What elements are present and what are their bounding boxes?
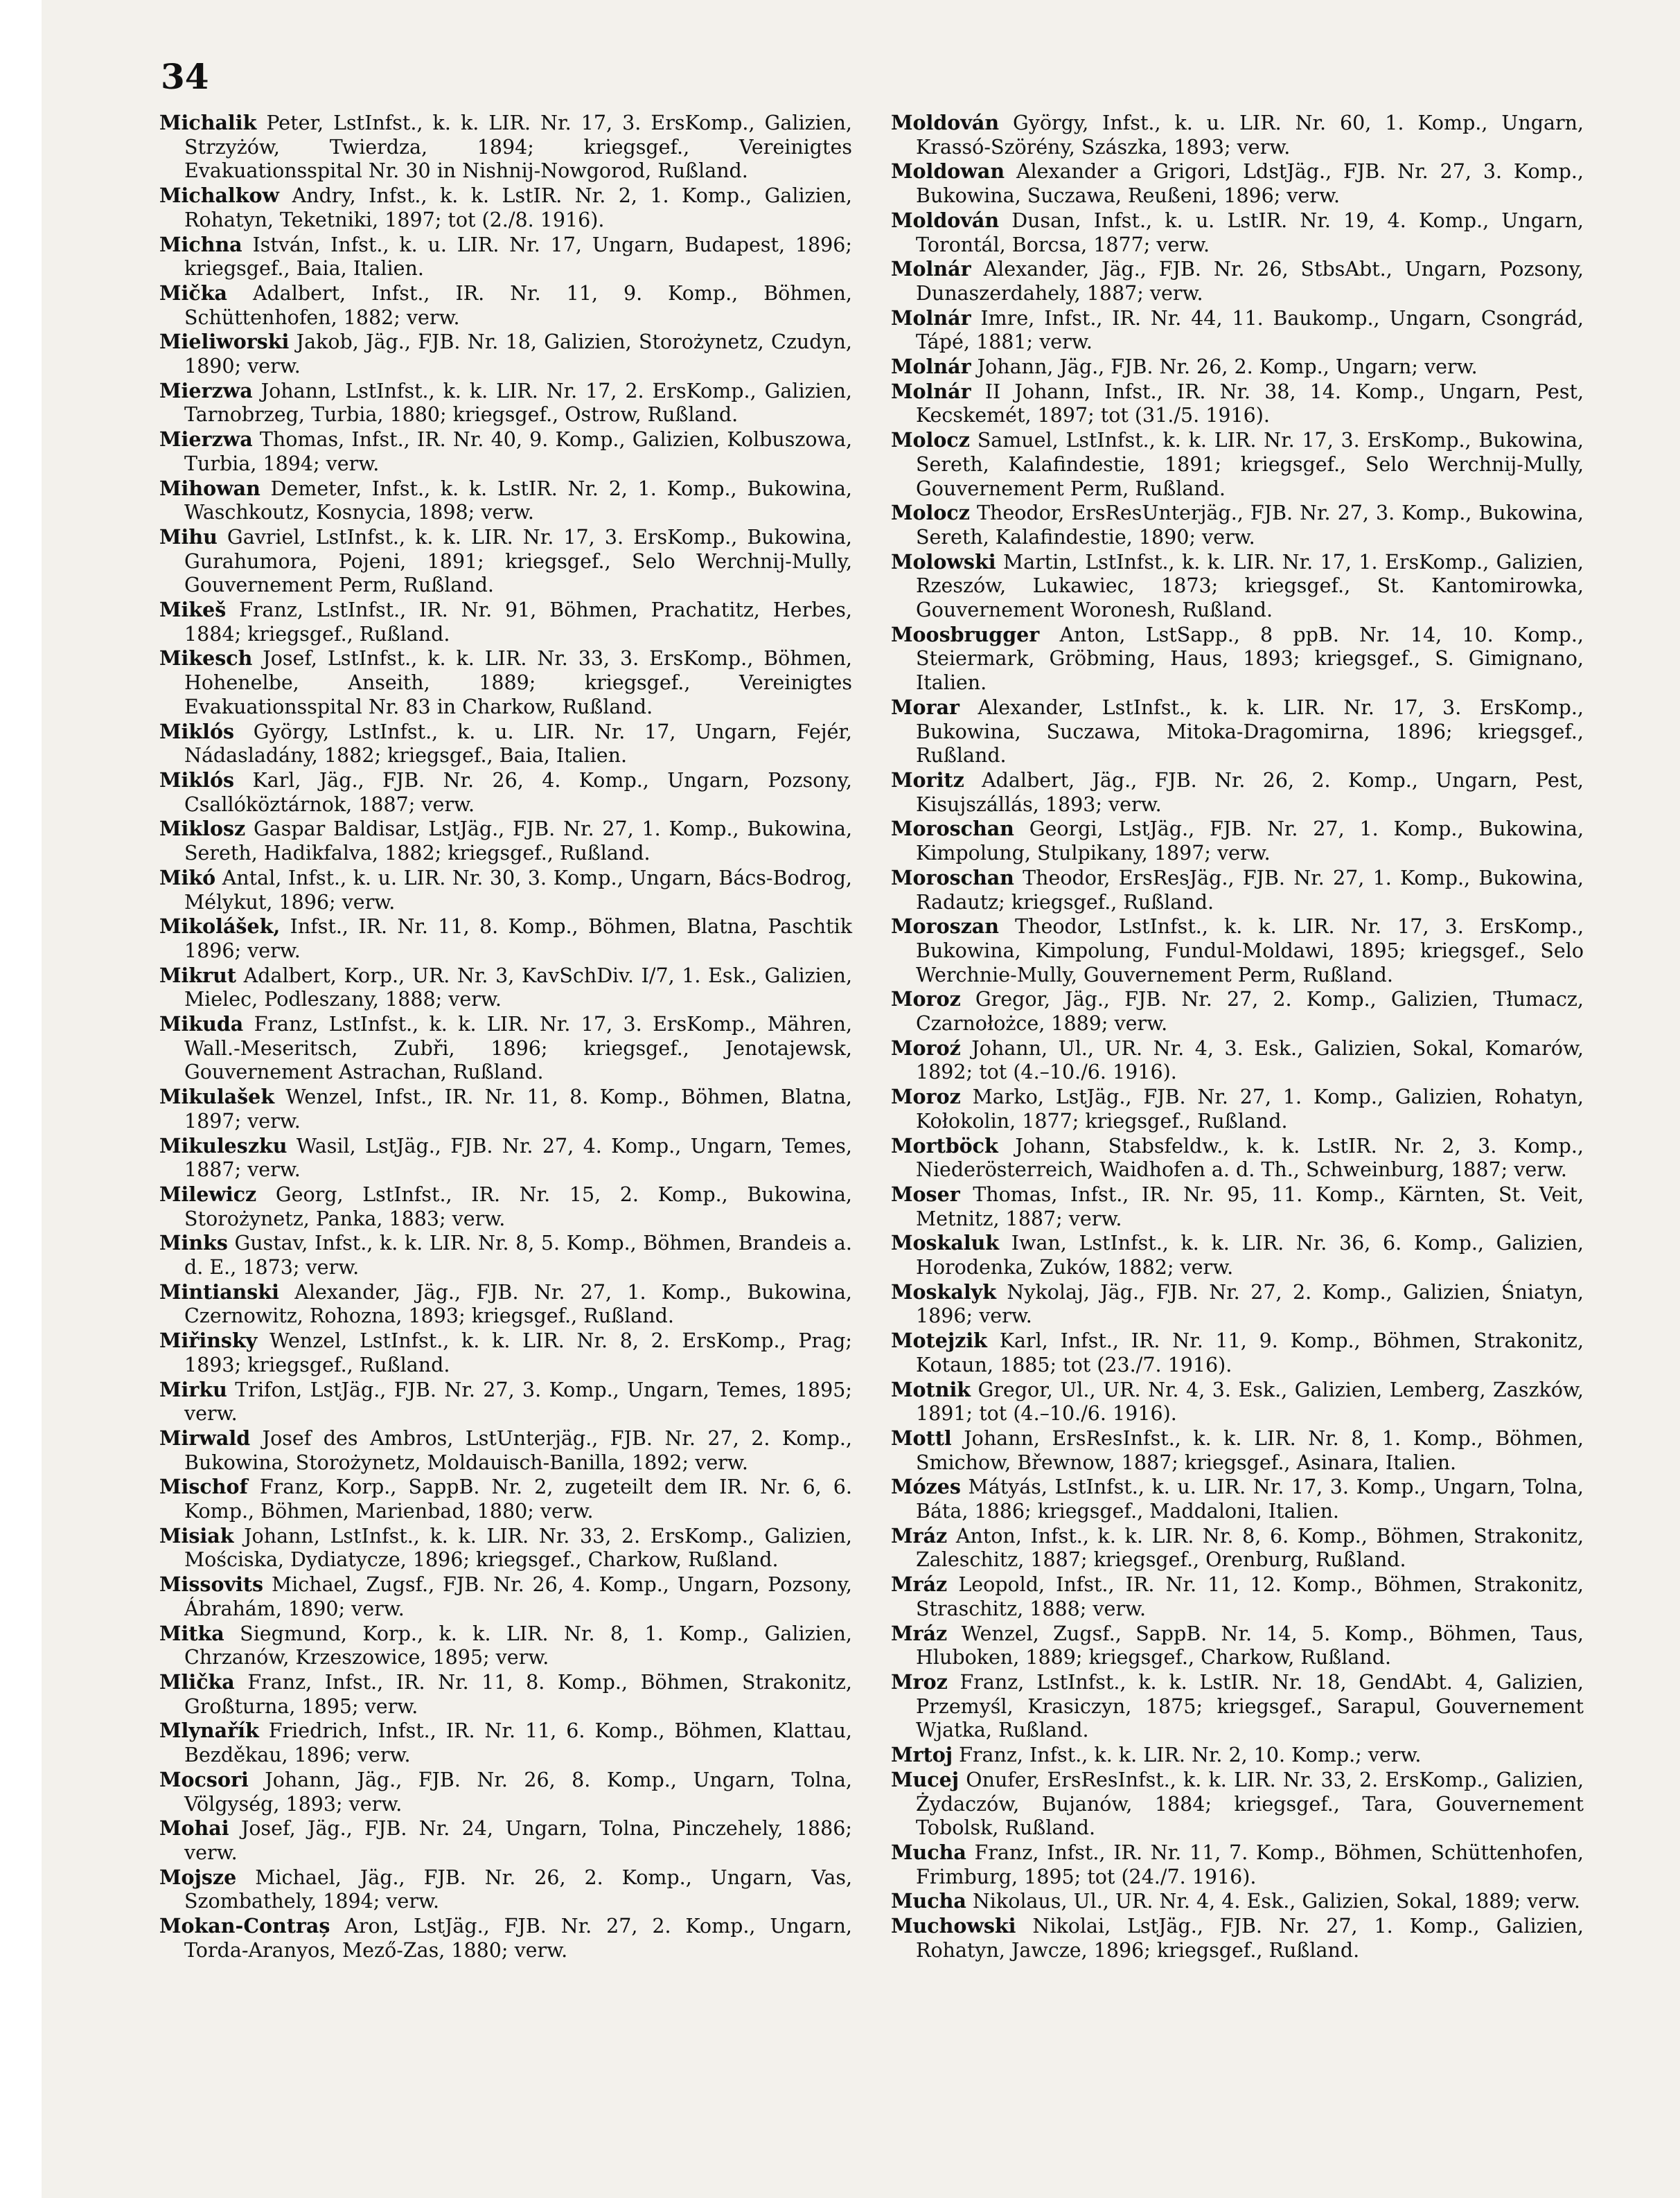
entry-surname: Moldován [891,111,1000,134]
entry-surname: Mikuda [159,1012,244,1036]
roster-entry [159,1914,852,1962]
entry-surname: Mroz [891,1670,948,1694]
entry-surname: Mihowan [159,476,260,500]
entry-details: Johann, Stabsfeldw., k. k. LstIR. Nr. 2, 3. Komp., Niederösterreich, Waidhofen a. d. Th., Schweinburg, 1887; verw. [916,1134,1584,1182]
roster-entry [159,233,852,281]
roster-entry [891,1134,1584,1182]
roster-entry [159,646,852,719]
entry-surname: Michalik [159,111,257,134]
entry-surname: Miřinsky [159,1329,258,1353]
roster-entry [159,1622,852,1670]
entry-details: Samuel, LstInfst., k. k. LIR. Nr. 17, 3. ErsKomp., Bukowina, Sereth, Kalafindestie, 1891; kriegsgef., Selo Werchnij-Mully, Gouvernement Perm, Rußland. [916,429,1584,500]
entry-details: Georg, LstInfst., IR. Nr. 15, 2. Komp., Bukowina, Storożynetz, Panka, 1883; verw. [184,1182,852,1230]
entry-details: Leopold, Infst., IR. Nr. 11, 12. Komp., Böhmen, Strakonitz, Straschitz, 1888; verw. [916,1573,1584,1620]
entry-surname: Mieliworski [159,330,290,354]
roster-entry [159,1182,852,1231]
roster-entry [159,817,852,865]
roster-entry [891,209,1584,257]
entry-surname: Mráz [891,1572,948,1597]
roster-entry [159,1231,852,1279]
entry-details: Wenzel, Zugsf., SappB. Nr. 14, 5. Komp., Böhmen, Taus, Hluboken, 1889; kriegsgef., Charkow, Rußland. [916,1622,1584,1669]
entry-surname: Motnik [891,1377,971,1401]
roster-entry [891,1036,1584,1085]
entry-details: Anton, LstSapp., 8 ppB. Nr. 14, 10. Komp., Steiermark, Gröbming, Haus, 1893; kriegsgef., S. Gimignano, Italien. [916,623,1584,695]
entry-details: Trifon, LstJäg., FJB. Nr. 27, 3. Komp., Ungarn, Temes, 1895; verw. [184,1378,852,1426]
roster-entry [159,1572,852,1621]
roster-entry [891,1378,1584,1426]
entry-surname: Moroszan [891,914,999,939]
entry-details: Adalbert, Infst., IR. Nr. 11, 9. Komp., Böhmen, Schüttenhofen, 1882; verw. [184,281,852,329]
entry-details: Gustav, Infst., k. k. LIR. Nr. 8, 5. Komp., Böhmen, Brandeis a. d. E., 1873; verw. [184,1232,852,1279]
entry-details: Iwan, LstInfst., k. k. LIR. Nr. 36, 6. Komp., Galizien, Horodenka, Zuków, 1882; verw. [916,1232,1584,1279]
entry-surname: Moskalyk [891,1279,996,1304]
roster-entry [159,379,852,427]
roster-entry [159,427,852,476]
entry-surname: Moroschan [891,865,1014,889]
roster-entry [891,1572,1584,1621]
roster-entry [159,1816,852,1865]
entry-surname: Moskaluk [891,1231,1000,1255]
entry-surname: Molocz [891,501,970,525]
entry-details: György, Infst., k. u. LIR. Nr. 60, 1. Komp., Ungarn, Krassó-Szörény, Szászka, 1893; verw. [916,112,1584,159]
roster-entry [159,1670,852,1719]
entry-surname: Misiak [159,1523,234,1548]
roster-entry [159,1280,852,1329]
roster-entry [891,1280,1584,1329]
entry-surname: Mikeš [159,598,227,622]
entry-surname: Mikesch [159,646,253,671]
entry-surname: Mlynařík [159,1719,259,1743]
entry-surname: Molnár [891,305,971,330]
scan-margin [0,0,42,2198]
entry-details: Friedrich, Infst., IR. Nr. 11, 6. Komp., Böhmen, Klattau, Bezděkau, 1896; verw. [184,1719,852,1767]
roster-entry [891,1670,1584,1743]
roster-entry [159,330,852,378]
entry-details: Josef, Jäg., FJB. Nr. 24, Ungarn, Tolna, Pinczehely, 1886; verw. [184,1817,852,1864]
page-number: 34 [161,56,209,97]
entry-details: Siegmund, Korp., k. k. LIR. Nr. 8, 1. Komp., Galizien, Chrzanów, Krzeszowice, 1895; verw. [184,1622,852,1669]
entry-surname: Mocsori [159,1767,249,1791]
entry-details: Martin, LstInfst., k. k. LIR. Nr. 17, 1. ErsKomp., Galizien, Rzeszów, Lukawiec, 1873; kriegsgef., St. Kantomirowka, Gouvernement Woronesh, Rußland. [916,550,1584,622]
entry-surname: Mitka [159,1621,224,1645]
entry-details: Peter, LstInfst., k. k. LIR. Nr. 17, 3. ErsKomp., Galizien, Strzyżów, Twierdza, 1894; kriegsgef., Vereinigtes Evakuationsspital Nr. 30 in Nishnij-Nowgorod, Rußland. [184,112,852,183]
entry-surname: Mokan-Contraș [159,1914,330,1938]
entry-details: Mátyás, LstInfst., k. u. LIR. Nr. 17, 3. Komp., Ungarn, Tolna, Báta, 1886; kriegsgef., Maddaloni, Italien. [916,1475,1584,1523]
roster-entry [159,1134,852,1182]
roster-entry [159,1426,852,1475]
roster-entry [159,598,852,646]
roster-entry [891,1768,1584,1841]
entry-surname: Motejzik [891,1329,987,1353]
entry-surname: Miklosz [159,817,246,841]
roster-entry [891,817,1584,865]
entry-details: Alexander, Jäg., FJB. Nr. 27, 1. Komp., Bukowina, Czernowitz, Rohozna, 1893; kriegsgef., Rußland. [184,1280,852,1328]
roster-entry [159,1865,852,1914]
entry-surname: Mirwald [159,1426,251,1450]
entry-surname: Moldowan [891,159,1005,184]
entry-surname: Mohai [159,1816,229,1841]
entry-surname: Mojsze [159,1865,237,1889]
roster-entry [159,964,852,1012]
entry-surname: Mráz [891,1523,948,1548]
entry-details: Nikolaus, Ul., UR. Nr. 4, 4. Esk., Galizien, Sokal, 1889; verw. [966,1890,1580,1913]
entry-details: Adalbert, Korp., UR. Nr. 3, KavSchDiv. I/7, 1. Esk., Galizien, Mielec, Podleszany, 1888; verw. [184,964,852,1011]
entry-details: Franz, LstInfst., IR. Nr. 91, Böhmen, Prachatitz, Herbes, 1884; kriegsgef., Rußland. [184,599,852,646]
roster-entry [159,1012,852,1085]
roster-entry [891,550,1584,623]
entry-details: Johann, ErsResInfst., k. k. LIR. Nr. 8, 1. Komp., Böhmen, Smichow, Břewnow, 1887; kriegsgef., Asinara, Italien. [916,1426,1584,1474]
entry-details: II Johann, Infst., IR. Nr. 38, 14. Komp., Ungarn, Pest, Kecskemét, 1897; tot (31./5. 1916). [916,380,1584,427]
roster-entry [891,355,1584,380]
entry-details: Johann, LstInfst., k. k. LIR. Nr. 17, 2. ErsKomp., Galizien, Tarnobrzeg, Turbia, 1880; kriegsgef., Ostrow, Rußland. [184,379,852,427]
roster-entry [159,1768,852,1816]
entry-details: Gregor, Jäg., FJB. Nr. 27, 2. Komp., Galizien, Tłumacz, Czarnołożce, 1889; verw. [916,988,1584,1036]
entry-surname: Mierzwa [159,427,253,452]
roster-entry [891,1914,1584,1962]
entry-details: Marko, LstJäg., FJB. Nr. 27, 1. Komp., Galizien, Rohatyn, Kołokolin, 1877; kriegsgef., Rußland. [916,1085,1584,1133]
roster-entry [891,695,1584,768]
roster-entry [891,1426,1584,1475]
roster-entry [891,866,1584,914]
roster-entry [891,768,1584,817]
entry-details: Michael, Zugsf., FJB. Nr. 26, 4. Komp., Ungarn, Pozsony, Ábrahám, 1890; verw. [184,1573,852,1620]
entry-details: Gaspar Baldisar, LstJäg., FJB. Nr. 27, 1. Komp., Bukowina, Sereth, Hadikfalva, 1882; kriegsgef., Rußland. [184,817,852,865]
left-column [159,111,852,1962]
entry-surname: Mucej [891,1767,960,1791]
entry-surname: Mortböck [891,1133,998,1158]
entry-surname: Mierzwa [159,378,253,402]
roster-entry [159,1329,852,1377]
entry-details: Alexander, Jäg., FJB. Nr. 26, StbsAbt., Ungarn, Pozsony, Dunaszerdahely, 1887; verw. [916,258,1584,305]
entry-surname: Mucha [891,1889,966,1913]
entry-surname: Moldován [891,208,1000,232]
entry-details: Antal, Infst., k. u. LIR. Nr. 30, 3. Komp., Ungarn, Bács-Bodrog, Mélykut, 1896; verw. [184,866,852,914]
column-gutter [867,111,869,2161]
entry-surname: Mikolášek, [159,914,281,939]
entry-details: Franz, Infst., IR. Nr. 11, 7. Komp., Böhmen, Schüttenhofen, Frimburg, 1895; tot (24./7. 1916). [916,1841,1584,1888]
entry-details: Josef, LstInfst., k. k. LIR. Nr. 33, 3. ErsKomp., Böhmen, Hohenelbe, Anseith, 1889; kriegsgef., Vereinigtes Evakuationsspital Nr. 83 in Charkow, Rußland. [184,647,852,718]
entry-details: Nykolaj, Jäg., FJB. Nr. 27, 2. Komp., Galizien, Śniatyn, 1896; verw. [916,1280,1584,1328]
roster-entry [159,720,852,768]
entry-surname: Moroz [891,987,961,1011]
roster-entry [159,1475,852,1523]
entry-surname: Molnár [891,355,971,379]
entry-details: István, Infst., k. u. LIR. Nr. 17, Ungarn, Budapest, 1896; kriegsgef., Baia, Italien. [184,233,852,281]
roster-entry [891,428,1584,501]
roster-entry [159,184,852,232]
entry-details: Johann, Jäg., FJB. Nr. 26, 2. Komp., Ungarn; verw. [971,355,1478,379]
entry-details: Michael, Jäg., FJB. Nr. 26, 2. Komp., Ungarn, Vas, Szombathely, 1894; verw. [184,1865,852,1913]
entry-surname: Mikó [159,865,216,889]
roster-entry [891,623,1584,695]
entry-surname: Moroz [891,1085,961,1109]
entry-surname: Miklós [159,768,235,792]
entry-surname: Mihu [159,524,218,549]
entry-details: Andry, Infst., k. k. LstIR. Nr. 2, 1. Komp., Galizien, Rohatyn, Teketniki, 1897; tot (2./8. 1916). [184,184,852,231]
entry-surname: Mucha [891,1840,966,1864]
entry-surname: Mikuleszku [159,1133,288,1158]
entry-details: Aron, LstJäg., FJB. Nr. 27, 2. Komp., Ungarn, Torda-Aranyos, Mező-Zas, 1880; verw. [184,1915,852,1962]
entry-surname: Mottl [891,1426,952,1450]
roster-entry [159,525,852,598]
entry-details: Karl, Infst., IR. Nr. 11, 9. Komp., Böhmen, Strakonitz, Kotaun, 1885; tot (23./7. 1916). [916,1329,1584,1376]
roster-entry [159,1719,852,1767]
roster-entry [891,306,1584,355]
roster-entry [891,1524,1584,1572]
entry-details: Theodor, ErsResJäg., FJB. Nr. 27, 1. Komp., Bukowina, Radautz; kriegsgef., Rußland. [916,866,1584,914]
entry-details: Johann, LstInfst., k. k. LIR. Nr. 33, 2. ErsKomp., Galizien, Mościska, Dydiatycze, 1896; kriegsgef., Charkow, Rußland. [184,1524,852,1572]
roster-entry [891,914,1584,987]
entry-details: Demeter, Infst., k. k. LstIR. Nr. 2, 1. Komp., Bukowina, Waschkoutz, Kosnycia, 1898; verw. [184,477,852,524]
roster-entry [159,111,852,184]
entry-details: Imre, Infst., IR. Nr. 44, 11. Baukomp., Ungarn, Csongrád, Tápé, 1881; verw. [916,306,1584,354]
entry-surname: Molowski [891,549,996,574]
roster-entry [891,1841,1584,1889]
right-column [891,111,1584,1962]
entry-details: Theodor, LstInfst., k. k. LIR. Nr. 17, 3. ErsKomp., Bukowina, Kimpolung, Fundul-Moldawi, 1895; kriegsgef., Selo Werchnie-Mully, Gouvernement Perm, Rußland. [916,915,1584,986]
entry-details: Georgi, LstJäg., FJB. Nr. 27, 1. Komp., Bukowina, Kimpolung, Stulpikany, 1897; verw. [916,817,1584,865]
roster-entry [891,1182,1584,1231]
entry-surname: Molocz [891,428,970,452]
roster-entry [891,111,1584,159]
entry-details: Josef des Ambros, LstUnterjäg., FJB. Nr. 27, 2. Komp., Bukowina, Storożynetz, Moldauisch-Banilla, 1892; verw. [184,1426,852,1474]
roster-entry [891,1622,1584,1670]
roster-entry [891,1085,1584,1133]
entry-surname: Morar [891,695,960,719]
entry-surname: Mikulašek [159,1085,275,1109]
entry-details: Jakob, Jäg., FJB. Nr. 18, Galizien, Storożynetz, Czudyn, 1890; verw. [184,330,852,378]
entry-surname: Miklós [159,719,235,743]
roster-entry [891,1231,1584,1279]
entry-surname: Mička [159,281,227,305]
entry-details: Nikolai, LstJäg., FJB. Nr. 27, 1. Komp., Galizien, Rohatyn, Jawcze, 1896; kriegsgef., Rußland. [916,1915,1584,1962]
entry-surname: Molnár [891,257,971,281]
entry-surname: Michna [159,232,242,256]
roster-entry [891,1475,1584,1523]
entry-details: Franz, Korp., SappB. Nr. 2, zugeteilt dem IR. Nr. 6, 6. Komp., Böhmen, Marienbad, 1880; verw. [184,1475,852,1523]
entry-surname: Mlička [159,1670,235,1694]
roster-entry [159,1378,852,1426]
entry-surname: Moosbrugger [891,622,1040,646]
entry-details: Johann, Jäg., FJB. Nr. 26, 8. Komp., Ungarn, Tolna, Völgység, 1893; verw. [184,1768,852,1816]
entry-details: Dusan, Infst., k. u. LstIR. Nr. 19, 4. Komp., Ungarn, Torontál, Borcsa, 1877; verw. [916,209,1584,256]
entry-surname: Minks [159,1231,228,1255]
entry-surname: Mirku [159,1377,227,1401]
roster-entry [891,501,1584,549]
entry-surname: Mózes [891,1475,961,1499]
entry-surname: Mintianski [159,1279,279,1304]
entry-details: Karl, Jäg., FJB. Nr. 26, 4. Komp., Ungarn, Pozsony, Csallóköztárnok, 1887; verw. [184,768,852,816]
roster-entry [891,987,1584,1036]
entry-details: Franz, LstInfst., k. k. LIR. Nr. 17, 3. ErsKomp., Mähren, Wall.-Meseritsch, Zubři, 1896; kriegsgef., Jenotajewsk, Gouvernement Astrachan, Rußland. [184,1013,852,1084]
roster-entry [891,1743,1584,1768]
entry-details: Thomas, Infst., IR. Nr. 40, 9. Komp., Galizien, Kolbuszowa, Turbia, 1894; verw. [184,428,852,475]
roster-entry [159,1524,852,1572]
roster-entry [159,1085,852,1133]
entry-surname: Molnár [891,379,971,403]
entry-surname: Mrtoj [891,1743,953,1767]
entry-details: Franz, LstInfst., k. k. LstIR. Nr. 18, GendAbt. 4, Galizien, Przemyśl, Krasiczyn, 1875; kriegsgef., Sarapul, Gouvernement Wjatka, Rußland. [916,1671,1584,1742]
entry-details: Wenzel, LstInfst., k. k. LIR. Nr. 8, 2. ErsKomp., Prag; 1893; kriegsgef., Rußland. [184,1329,852,1376]
entry-surname: Moritz [891,768,964,792]
entry-details: Infst., IR. Nr. 11, 8. Komp., Böhmen, Blatna, Paschtik 1896; verw. [184,915,852,962]
entry-details: Gavriel, LstInfst., k. k. LIR. Nr. 17, 3. ErsKomp., Bukowina, Gurahumora, Pojeni, 1891; kriegsgef., Selo Werchnij-Mully, Gouvernement Perm, Rußland. [184,525,852,597]
roster-entry [891,1329,1584,1377]
entry-details: Theodor, ErsResUnterjäg., FJB. Nr. 27, 3. Komp., Bukowina, Sereth, Kalafindestie, 1890; verw. [916,502,1584,549]
entry-details: Anton, Infst., k. k. LIR. Nr. 8, 6. Komp., Böhmen, Strakonitz, Zaleschitz, 1887; kriegsgef., Orenburg, Rußland. [916,1524,1584,1572]
entry-details: Wenzel, Infst., IR. Nr. 11, 8. Komp., Böhmen, Blatna, 1897; verw. [184,1085,852,1133]
entry-details: Franz, Infst., IR. Nr. 11, 8. Komp., Böhmen, Strakonitz, Großturna, 1895; verw. [184,1671,852,1718]
roster-entry [159,914,852,963]
entry-surname: Muchowski [891,1914,1016,1938]
roster-entry [891,380,1584,428]
entry-details: Alexander a Grigori, LdstJäg., FJB. Nr. 27, 3. Komp., Bukowina, Suczawa, Reußeni, 1896; verw. [916,160,1584,208]
roster-entry [159,768,852,817]
entry-surname: Moser [891,1182,960,1206]
entry-details: Onufer, ErsResInfst., k. k. LIR. Nr. 33, 2. ErsKomp., Galizien, Żydaczów, Bujanów, 1884; kriegsgef., Tara, Gouvernement Tobolsk, Rußland. [916,1768,1584,1840]
roster-entry [159,281,852,330]
entry-details: Wasil, LstJäg., FJB. Nr. 27, 4. Komp., Ungarn, Temes, 1887; verw. [184,1134,852,1182]
entry-surname: Mikrut [159,963,237,987]
entry-details: Gregor, Ul., UR. Nr. 4, 3. Esk., Galizien, Lemberg, Zaszków, 1891; tot (4.–10./6. 1916). [916,1378,1584,1426]
entry-surname: Moroschan [891,817,1014,841]
entry-surname: Moroź [891,1036,961,1060]
entry-surname: Milewicz [159,1182,257,1206]
entry-details: György, LstInfst., k. u. LIR. Nr. 17, Ungarn, Fejér, Nádasladány, 1882; kriegsgef., Baia, Italien. [184,720,852,768]
roster-entry [891,159,1584,208]
entry-details: Adalbert, Jäg., FJB. Nr. 26, 2. Komp., Ungarn, Pest, Kisujszállás, 1893; verw. [916,768,1584,816]
entry-details: Alexander, LstInfst., k. k. LIR. Nr. 17, 3. ErsKomp., Bukowina, Suczawa, Mitoka-Dragomirna, 1896; kriegsgef., Rußland. [916,695,1584,768]
entry-details: Johann, Ul., UR. Nr. 4, 3. Esk., Galizien, Sokal, Komarów, 1892; tot (4.–10./6. 1916). [916,1036,1584,1084]
entry-details: Franz, Infst., k. k. LIR. Nr. 2, 10. Komp.; verw. [953,1744,1422,1767]
entry-surname: Michalkow [159,184,280,208]
roster-entry [891,1889,1584,1914]
roster-entry [891,257,1584,305]
entry-details: Thomas, Infst., IR. Nr. 95, 11. Komp., Kärnten, St. Veit, Metnitz, 1887; verw. [916,1182,1584,1230]
entry-surname: Mráz [891,1621,948,1645]
entry-surname: Mischof [159,1475,248,1499]
roster-entry [159,477,852,525]
entry-surname: Missovits [159,1572,264,1597]
roster-entry [159,866,852,914]
